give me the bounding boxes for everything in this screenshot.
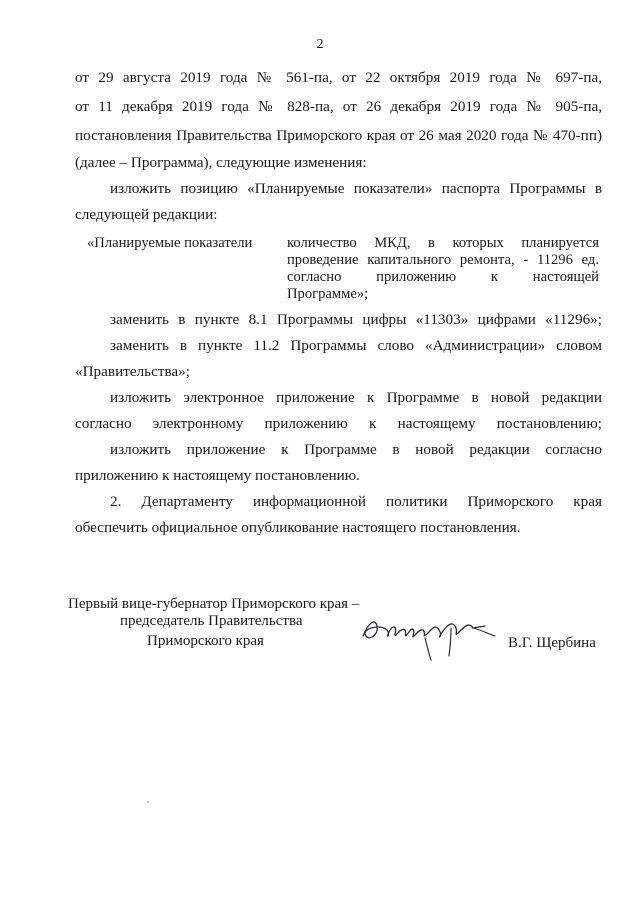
text-line: изложить приложение к Программе в новой редакции согласно [110, 441, 602, 458]
text-line: изложить электронное приложение к Программе в новой редакции [110, 389, 602, 406]
scan-speck [147, 801, 149, 803]
table-value-line: Программе»; [287, 286, 369, 302]
text-line: заменить в пункте 8.1 Программы цифры «11303» цифрами «11296»; [110, 311, 602, 328]
text-line: изложить позицию «Планируемые показатели» паспорта Программы в [110, 180, 602, 197]
text-line: обеспечить официальное опубликование настоящего постановления. [75, 519, 521, 536]
signatory-title-line3: Приморского края [147, 633, 264, 649]
signatory-title-line2: председатель Правительства [120, 613, 303, 629]
text-line: следующей редакции: [75, 206, 218, 223]
text-line: приложению к настоящему постановлению. [75, 467, 360, 484]
text-line: (далее – Программа), следующие изменения: [75, 154, 367, 171]
table-value-line: количество МКД, в которых планируется [287, 235, 599, 251]
table-value-line: проведение капитального ремонта, - 11296 ед. [287, 252, 599, 268]
text-line: согласно электронному приложению к настоящему постановлению; [75, 415, 602, 432]
signatory-name: В.Г. Щербина [508, 635, 596, 651]
text-line: постановления Правительства Приморского края от 26 мая 2020 года № 470-пп) [75, 127, 602, 144]
text-line: от 29 августа 2019 года № 561-па, от 22 октября 2019 года № 697-па, [75, 69, 602, 86]
handwritten-signature [355, 604, 505, 664]
page-number: 2 [316, 37, 324, 52]
signatory-title-line1: Первый вице-губернатор Приморского края – [68, 596, 360, 612]
text-line: «Правительства»; [75, 363, 190, 380]
text-line: от 11 декабря 2019 года № 828-па, от 26 декабря 2019 года № 905-па, [75, 98, 602, 115]
text-line: 2. Департаменту информационной политики Приморского края [110, 493, 602, 510]
table-value-line: согласно приложению к настоящей [287, 269, 599, 285]
text-line: заменить в пункте 11.2 Программы слово «Администрации» словом [110, 337, 602, 354]
table-label-cell: «Планируемые показатели [87, 235, 253, 251]
